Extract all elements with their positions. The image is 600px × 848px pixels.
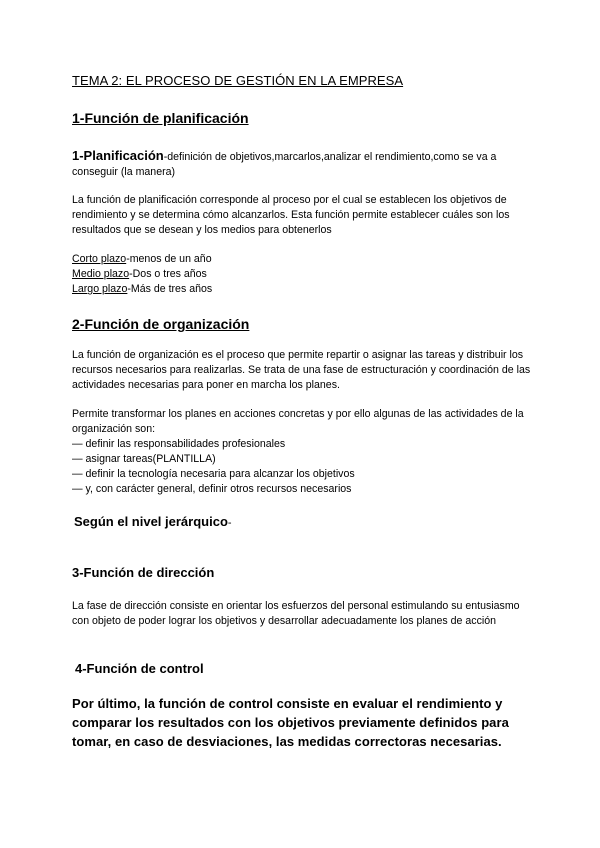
activities-intro: Permite transformar los planes en acciones concretas y por ello algunas de las actividades de la organización son:: [72, 408, 524, 435]
section-4-heading: 4-Función de control: [75, 661, 204, 676]
direccion-paragraph: La fase de dirección consiste en orientar los esfuerzos del personal estimulando su entusiasmo con objeto de poder lograr los objetivos y desarrollar adecuadamente los planes de acción: [72, 600, 520, 627]
term-desc: -Más de tres años: [127, 283, 213, 295]
list-item: [72, 252, 532, 267]
nivel-jerarquico-suffix: -: [227, 517, 232, 529]
term-label: Corto plazo: [72, 253, 127, 265]
list-item: — asignar tareas(PLANTILLA): [72, 453, 216, 465]
term-desc: -Dos o tres años: [129, 268, 207, 280]
organizacion-activities: [72, 407, 532, 497]
list-item: — definir la tecnología necesaria para alcanzar los objetivos: [72, 468, 355, 480]
section-2-heading: 2-Función de organización: [72, 316, 250, 332]
section-1-heading: 1-Función de planificación: [72, 110, 249, 126]
list-item: — definir las responsabilidades profesionales: [72, 438, 286, 450]
section-3-heading: 3-Función de dirección: [72, 565, 215, 580]
control-paragraph: Por último, la función de control consiste en evaluar el rendimiento y comparar los resultados con los objetivos previamente definidos para tomar, en caso de desviaciones, las medidas correctoras necesarias.: [72, 696, 509, 749]
list-item: [72, 282, 532, 297]
time-horizon-list: [72, 252, 532, 297]
term-label: Largo plazo: [72, 283, 128, 295]
nivel-jerarquico-text: Según el nivel jerárquico: [74, 514, 228, 529]
organizacion-paragraph: La función de organización es el proceso que permite repartir o asignar las tareas y distribuir los recursos necesarios para realizarlas. Se trata de una fase de estructuración y coordinación de las actividades necesarias para poner en marcha los planes.: [72, 349, 531, 391]
planificacion-lead: 1-Planificación: [72, 148, 164, 163]
list-item: — y, con carácter general, definir otros recursos necesarios: [72, 483, 352, 495]
term-desc: -menos de un año: [126, 253, 212, 265]
nivel-jerarquico-heading: [74, 514, 232, 529]
planificacion-definition: [72, 148, 532, 180]
document-title: TEMA 2: EL PROCESO DE GESTIÓN EN LA EMPRESA: [72, 73, 404, 88]
term-label: Medio plazo: [72, 268, 130, 280]
planificacion-lead-text: -definición de objetivos,marcarlos,analizar el rendimiento,como se va a conseguir (la manera): [72, 151, 497, 178]
list-item: [72, 267, 532, 282]
planificacion-paragraph: La función de planificación corresponde al proceso por el cual se establecen los objetivos de rendimiento y se determina cómo alcanzarlos. Esta función permite establecer cuáles son los resultados que se desean y los medios para obtenerlos: [72, 194, 510, 236]
